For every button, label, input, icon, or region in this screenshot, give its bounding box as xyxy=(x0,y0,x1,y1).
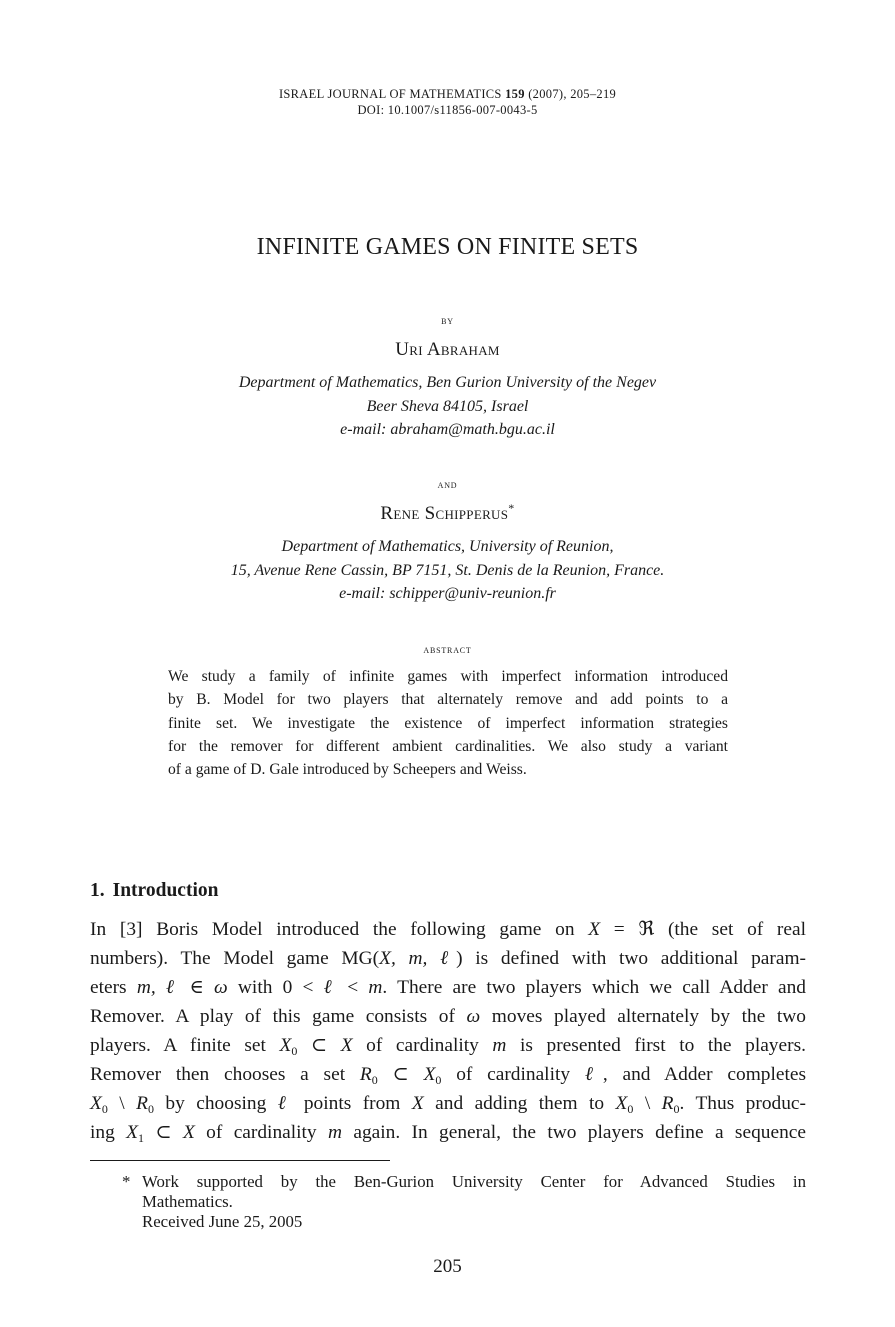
journal-citation xyxy=(0,86,895,102)
author-name-1: Uri Abraham xyxy=(395,339,500,360)
journal-year-pages: (2007), 205–219 xyxy=(528,87,617,101)
affiliation-line: Beer Sheva 84105, Israel xyxy=(366,397,529,415)
footnote-text: Work supported by the Ben-Gurion University Center for Advanced Studies in Mathematics. xyxy=(142,1172,806,1211)
journal-volume: 159 xyxy=(505,87,525,101)
abstract-heading: abstract xyxy=(423,642,472,656)
body-paragraph xyxy=(90,915,806,1147)
body-line: ing $X_1$ ⊂ X of cardinality m again. In general, the two players define a sequence xyxy=(90,1122,806,1145)
journal-doi: DOI: 10.1007/s11856-007-0043-5 xyxy=(357,103,538,117)
abstract-line: for the remover for different ambient cardinalities. We also study a variant xyxy=(168,737,728,755)
and-label: and xyxy=(437,477,458,491)
abstract-line: by B. Model for two players that alternately remove and add points to a xyxy=(168,691,728,709)
affiliation-line: 15, Avenue Rene Cassin, BP 7151, St. Denis de la Reunion, France. xyxy=(230,561,665,579)
by-label: by xyxy=(441,313,454,327)
abstract-text xyxy=(168,665,728,781)
journal-name: ISRAEL JOURNAL OF MATHEMATICS xyxy=(278,87,502,101)
author-affiliation-2 xyxy=(0,535,895,606)
body-line: numbers). The Model game MG(X, m, ℓ) is defined with two additional param- xyxy=(90,948,806,969)
body-line: In [3] Boris Model introduced the following game on X = ℜ (the set of real xyxy=(90,919,806,940)
footnote-mark: * xyxy=(508,501,515,515)
author-affiliation-1 xyxy=(0,371,895,442)
abstract-line: of a game of D. Gale introduced by Scheepers and Weiss. xyxy=(168,761,527,779)
author-email-2: e-mail: schipper@univ-reunion.fr xyxy=(339,585,556,602)
footnote-marker: * xyxy=(122,1172,131,1191)
affiliation-line: Department of Mathematics, University of Reunion, xyxy=(281,538,614,555)
paper-title: INFINITE GAMES ON FINITE SETS xyxy=(256,234,639,260)
page-number: 205 xyxy=(433,1256,462,1277)
author-name-2: Rene Schipperus xyxy=(380,503,509,524)
section-title: Introduction xyxy=(112,880,219,901)
body-line: $X_0$ \ $R_0$ by choosing ℓ points from X and adding them to $X_0$ \ $R_0$. Thus produc- xyxy=(90,1093,806,1116)
author-email-1: e-mail: abraham@math.bgu.ac.il xyxy=(340,421,555,438)
body-line: players. A finite set $X_0$ ⊂ X of cardinality m is presented first to the players. xyxy=(90,1035,806,1058)
abstract-line: finite set. We investigate the existence of imperfect information strategies xyxy=(168,714,728,732)
body-line: Remover. A play of this game consists of ω moves played alternately by the two xyxy=(90,1006,806,1027)
body-line: eters m, ℓ ∈ ω with 0 < ℓ < m. There are two players which we call Adder and xyxy=(90,977,806,998)
journal-header xyxy=(0,86,895,118)
footnote-divider xyxy=(90,1160,390,1161)
affiliation-line: Department of Mathematics, Ben Gurion University of the Negev xyxy=(238,374,657,391)
section-number: 1. xyxy=(90,880,105,901)
received-date: Received June 25, 2005 xyxy=(142,1212,303,1231)
author-2 xyxy=(0,503,895,525)
section-heading xyxy=(90,880,218,902)
abstract-line: We study a family of infinite games with imperfect information introduced xyxy=(168,668,728,685)
body-line: Remover then chooses a set $R_0$ ⊂ $X_0$ of cardinality ℓ, and Adder completes xyxy=(90,1064,807,1087)
